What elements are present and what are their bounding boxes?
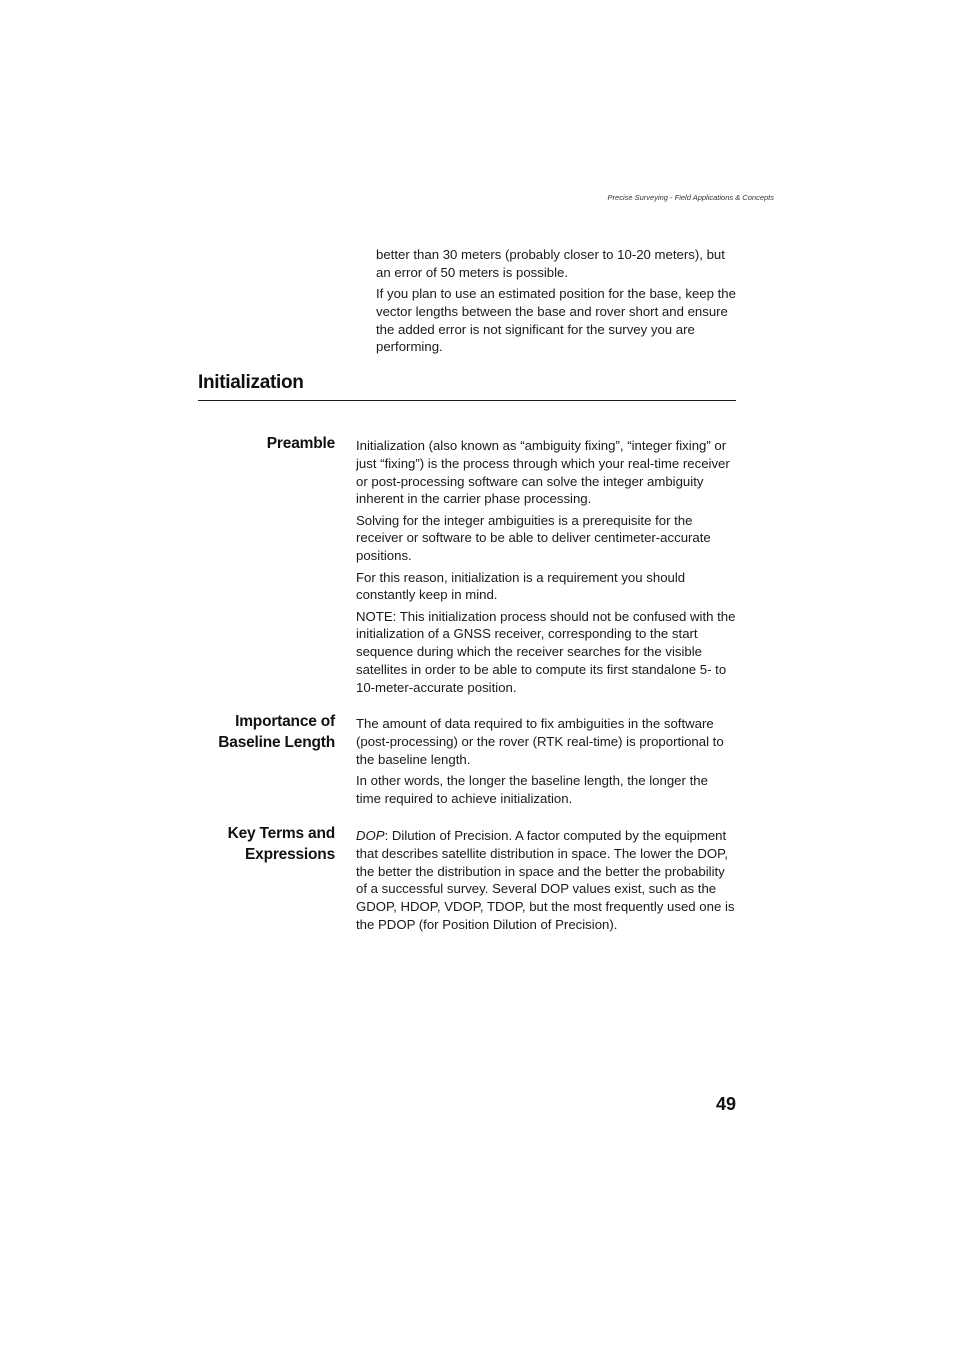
key-terms-heading-line-2: Expressions [245, 845, 335, 863]
intro-text [376, 246, 738, 360]
baseline-heading [175, 712, 335, 753]
baseline-heading-line-1: Importance of [235, 713, 335, 730]
baseline-paragraph-2: In other words, the longer the baseline length, the longer the time required to achieve initialization. [356, 772, 708, 806]
preamble-paragraph-4: NOTE: This initialization process should not be confused with the initialization of a GNSS receiver, corresponding to the start sequence during which the receiver searches for the visible satellites in order to be able to compute its first standalone 5- to 10-meter-accurate position. [356, 608, 736, 695]
baseline-body [356, 715, 736, 811]
baseline-heading-line-2: Baseline Length [218, 733, 335, 751]
baseline-paragraph-1: The amount of data required to fix ambiguities in the software (post-processing) or the rover (RTK real-time) is proportional to the baseline length. [356, 716, 724, 767]
preamble-body [356, 437, 736, 700]
intro-paragraph-2: If you plan to use an estimated position for the base, keep the vector lengths between the base and rover short and ensure the added error is not significant for the survey you are performing. [376, 286, 736, 355]
preamble-paragraph-3: For this reason, initialization is a requirement you should constantly keep in mind. [356, 569, 686, 603]
key-terms-heading-line-1: Key Terms and [227, 825, 335, 842]
section-divider [198, 400, 736, 401]
dop-definition-text: : Dilution of Precision. A factor computed by the equipment that describes satellite distribution in space. The lower the DOP, the better the distribution in space and the better the probability of a successful survey. Several DOP values exist, such as the GDOP, HDOP, VDOP, TDOP, but the most frequently used one is the PDOP (for Position Dilution of Precision). [356, 828, 735, 932]
intro-paragraph-1: better than 30 meters (probably closer to 10-20 meters), but an error of 50 meters is possible. [376, 247, 725, 280]
preamble-heading: Preamble [266, 435, 335, 452]
running-header: Precise Surveying - Field Applications & Concepts [607, 193, 774, 202]
dop-definition [356, 827, 736, 934]
key-terms-heading [175, 824, 335, 865]
section-title: Initialization [198, 372, 304, 393]
page-number: 49 [715, 1094, 736, 1114]
preamble-paragraph-2: Solving for the integer ambiguities is a prerequisite for the receiver or software to be able to deliver centimeter-accurate positions. [356, 512, 711, 564]
key-terms-body [356, 827, 736, 937]
dop-term: DOP [356, 828, 385, 843]
preamble-paragraph-1: Initialization (also known as “ambiguity fixing”, “integer fixing” or just “fixing”) is the process through which your real-time receiver or post-processing software can solve the integer ambiguity inherent in the carrier phase processing. [356, 438, 730, 507]
